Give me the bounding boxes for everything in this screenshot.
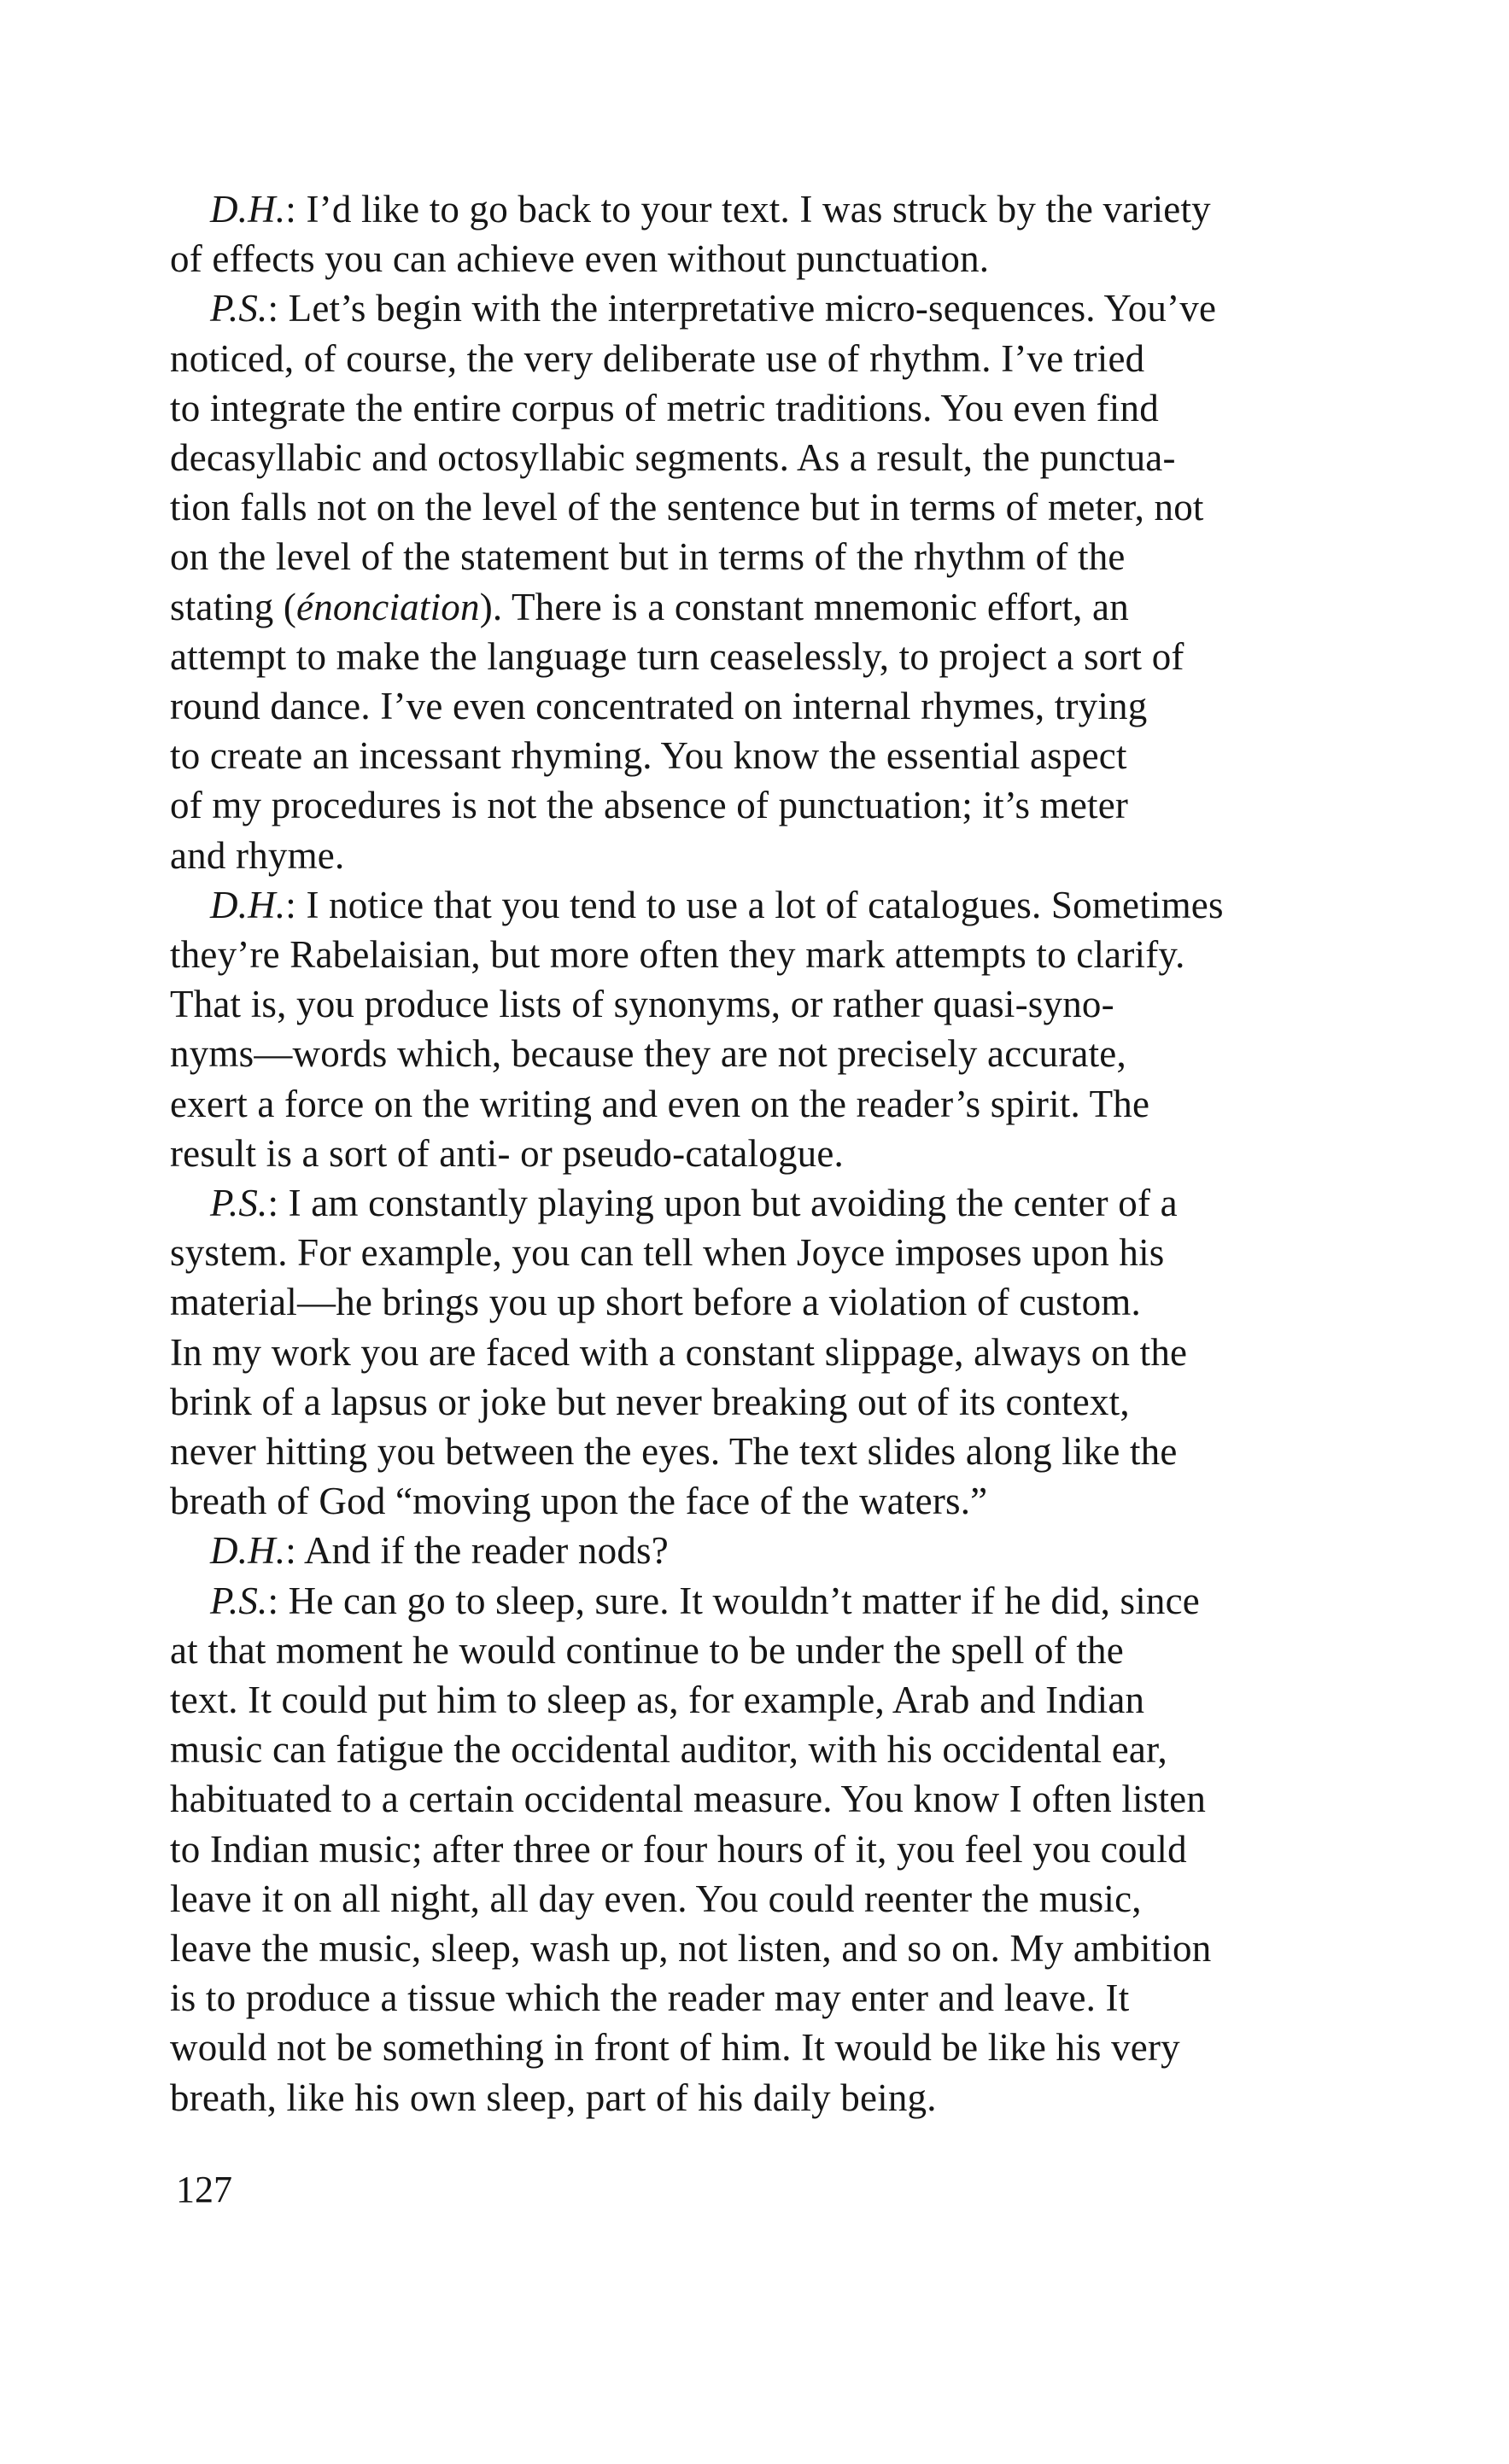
speaker-label: P.S.: [210, 1182, 268, 1224]
text-line: [170, 979, 1114, 1029]
line-text: is to produce a tissue which the reader may enter and leave. It: [170, 1976, 1130, 2019]
line-text: music can fatigue the occidental auditor, with his occidental ear,: [170, 1728, 1167, 1771]
speaker-line: [210, 1178, 1178, 1228]
text-line: [170, 1377, 1130, 1427]
text-line: [170, 234, 989, 283]
text-line: [170, 731, 1127, 780]
line-text: : He can go to sleep, sure. It wouldn’t matter if he did, since: [267, 1579, 1200, 1622]
text-line: [170, 1675, 1144, 1725]
text-line: [170, 334, 1144, 383]
speaker-line: [210, 283, 1216, 333]
speaker-line: [210, 1576, 1200, 1626]
text-line: [170, 482, 1204, 532]
speaker-label: D.H.: [210, 1529, 286, 1572]
text-line: [170, 780, 1128, 830]
line-text: habituated to a certain occidental measure. You know I often listen: [170, 1778, 1207, 1820]
line-text: material—he brings you up short before a violation of custom.: [170, 1281, 1141, 1323]
text-line: [170, 1427, 1178, 1476]
line-text: That is, you produce lists of synonyms, or rather quasi-syno-: [170, 983, 1114, 1025]
text-line: [170, 1825, 1187, 1874]
text-line: [170, 831, 344, 880]
page-number: 127: [176, 2169, 232, 2210]
line-text: would not be something in front of him. It would be like his very: [170, 2026, 1180, 2069]
speaker-line: [210, 1526, 669, 1575]
text-line: [170, 2023, 1180, 2072]
line-text: never hitting you between the eyes. The text slides along like the: [170, 1430, 1178, 1473]
line-text: of effects you can achieve even without punctuation.: [170, 237, 990, 280]
text-line: [170, 1924, 1211, 1973]
text-line: [170, 532, 1126, 581]
line-text: attempt to make the language turn ceaselessly, to project a sort of: [170, 635, 1184, 678]
line-text: tion falls not on the level of the sentence but in terms of meter, not: [170, 486, 1204, 528]
line-text: : I’d like to go back to your text. I was struck by the variety: [285, 188, 1211, 231]
line-text: brink of a lapsus or joke but never breaking out of its context,: [170, 1381, 1130, 1423]
speaker-line: [210, 880, 1224, 930]
text-line: [170, 582, 1129, 632]
line-text: : Let’s begin with the interpretative micro-sequences. You’ve: [267, 287, 1217, 330]
text-line: [170, 681, 1147, 731]
line-text: : I notice that you tend to use a lot of catalogues. Sometimes: [285, 884, 1224, 926]
text-line: [170, 1973, 1129, 2023]
line-text: to Indian music; after three or four hours of it, you feel you could: [170, 1828, 1187, 1871]
text-line: [170, 433, 1176, 482]
line-text: leave the music, sleep, wash up, not listen, and so on. My ambition: [170, 1927, 1212, 1970]
text-line: [170, 383, 1159, 433]
text-line: [170, 1774, 1206, 1824]
line-text: on the level of the statement but in terms of the rhythm of the: [170, 535, 1126, 578]
line-text: result is a sort of anti- or pseudo-catalogue.: [170, 1132, 844, 1175]
line-text: exert a force on the writing and even on the reader’s spirit. The: [170, 1083, 1150, 1125]
line-text: : I am constantly playing upon but avoiding the center of a: [267, 1182, 1178, 1224]
text-line: [170, 1725, 1167, 1774]
speaker-label: P.S.: [210, 1579, 268, 1622]
text-line: [170, 1079, 1149, 1129]
line-text: text. It could put him to sleep as, for example, Arab and Indian: [170, 1679, 1145, 1721]
line-text: leave it on all night, all day even. You could reenter the music,: [170, 1877, 1142, 1920]
speaker-label: D.H.: [210, 884, 286, 926]
line-text: they’re Rabelaisian, but more often they mark attempts to clarify.: [170, 933, 1185, 976]
line-text: decasyllabic and octosyllabic segments. As a result, the punctua-: [170, 436, 1176, 479]
text-line: [170, 930, 1185, 979]
text-line: [170, 1228, 1165, 1277]
text-line: [170, 1626, 1124, 1675]
line-text: noticed, of course, the very deliberate use of rhythm. I’ve tried: [170, 337, 1145, 380]
line-text: at that moment he would continue to be under the spell of the: [170, 1629, 1124, 1672]
line-text: of my procedures is not the absence of punctuation; it’s meter: [170, 784, 1129, 826]
line-text: to create an incessant rhyming. You know the essential aspect: [170, 734, 1127, 777]
line-text: : And if the reader nods?: [285, 1529, 669, 1572]
text-line: [170, 632, 1184, 681]
speaker-line: [210, 184, 1211, 234]
italic-term: énonciation: [296, 586, 480, 628]
line-text: breath, like his own sleep, part of his daily being.: [170, 2076, 937, 2119]
text-line: [170, 1277, 1141, 1327]
text-line: [170, 2073, 937, 2122]
line-text: breath of God “moving upon the face of the waters.”: [170, 1480, 988, 1522]
text-line: [170, 1029, 1126, 1078]
speaker-label: P.S.: [210, 287, 268, 330]
line-text: to integrate the entire corpus of metric traditions. You even find: [170, 387, 1159, 429]
text-line: [170, 1476, 987, 1526]
line-text: round dance. I’ve even concentrated on internal rhymes, trying: [170, 685, 1148, 727]
text-line: [170, 1129, 844, 1178]
line-text: nyms—words which, because they are not precisely accurate,: [170, 1032, 1126, 1075]
speaker-label: D.H.: [210, 188, 286, 231]
text-line: [170, 1874, 1142, 1924]
line-text: stating (énonciation). There is a constant mnemonic effort, an: [170, 586, 1129, 628]
line-text: and rhyme.: [170, 834, 345, 877]
line-text: In my work you are faced with a constant slippage, always on the: [170, 1331, 1188, 1374]
text-line: [170, 1328, 1187, 1377]
line-text: system. For example, you can tell when Joyce imposes upon his: [170, 1231, 1165, 1274]
